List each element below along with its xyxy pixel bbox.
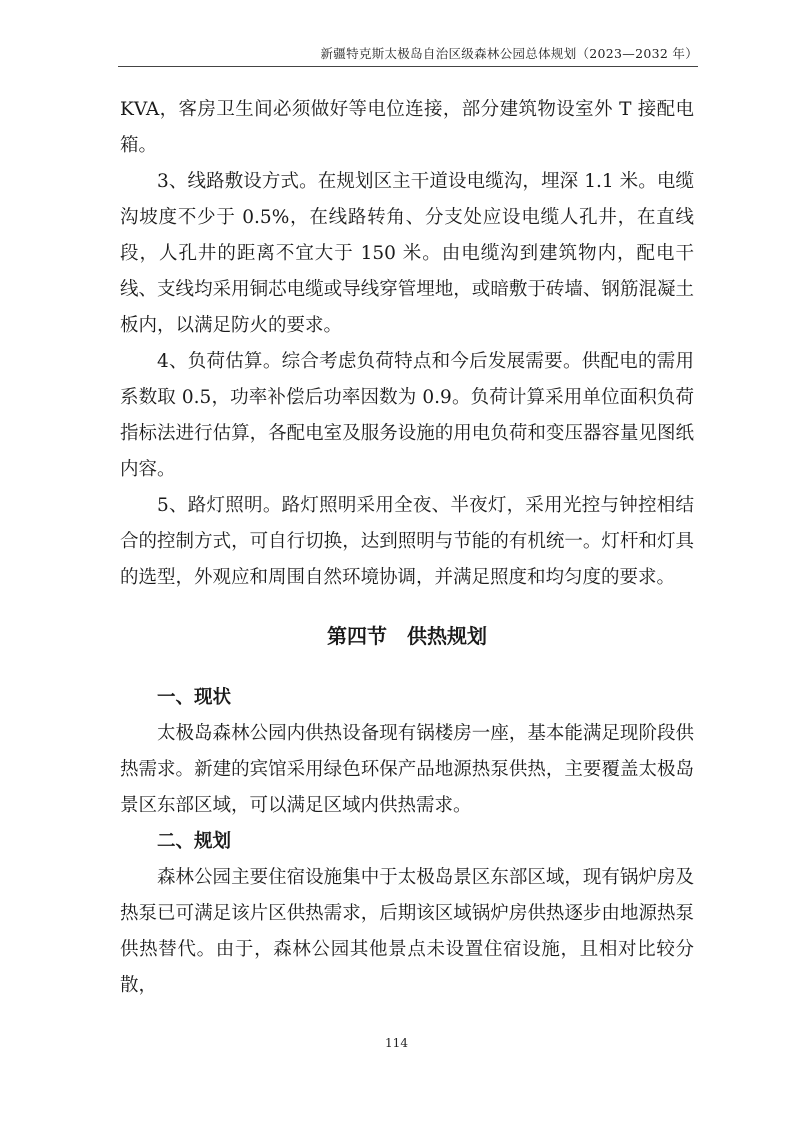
paragraph-street-lighting: 5、路灯照明。路灯照明采用全夜、半夜灯，采用光控与钟控相结合的控制方式，可自行切换，达到照明与节能的有机统一。灯杆和灯具的选型，外观应和周围自然环境协调，并满足照度和均匀度的要求。 bbox=[120, 495, 694, 588]
page-number: 114 bbox=[385, 1036, 408, 1050]
paragraph-plan: 森林公园主要住宿设施集中于太极岛景区东部区域，现有锅炉房及热泵已可满足该片区供热需求，后期该区域锅炉房供热逐步由地源热泵供热替代。由于，森林公园其他景点未设置住宿设施，且相对比较分散， bbox=[120, 867, 694, 996]
subsection-title-plan: 二、规划 bbox=[157, 831, 232, 852]
header-divider bbox=[118, 66, 698, 67]
running-header: 新疆特克斯太极岛自治区级森林公园总体规划（2023—2032 年） bbox=[320, 46, 698, 61]
paragraph-status: 太极岛森林公园内供热设备现有锅楼房一座，基本能满足现阶段供热需求。新建的宾馆采用绿色环保产品地源热泵供热，主要覆盖太极岛景区东部区域，可以满足区域内供热需求。 bbox=[120, 723, 694, 816]
paragraph-cable-laying: 3、线路敷设方式。在规划区主干道设电缆沟，埋深 1.1 米。电缆沟坡度不少于 0.5%，在线路转角、分支处应设电缆人孔井，在直线段，人孔井的距离不宜大于 150 米。由电缆沟到建筑物内，配电干线、支线均采用铜芯电缆或导线穿管埋地，或暗敷于砖墙、钢筋混凝土板内，以满足防火的要求。 bbox=[120, 171, 694, 336]
subsection-title-status: 一、现状 bbox=[157, 687, 232, 708]
paragraph-kva: KVA，客房卫生间必须做好等电位连接，部分建筑物设室外 T 接配电箱。 bbox=[120, 99, 694, 156]
section-title-heating: 第四节 供热规划 bbox=[327, 624, 487, 648]
document-body bbox=[120, 92, 694, 1004]
paragraph-load-estimation: 4、负荷估算。综合考虑负荷特点和今后发展需要。供配电的需用系数取 0.5，功率补偿后功率因数为 0.9。负荷计算采用单位面积负荷指标法进行估算，各配电室及服务设施的用电负荷和变压器容量见图纸内容。 bbox=[120, 351, 694, 480]
